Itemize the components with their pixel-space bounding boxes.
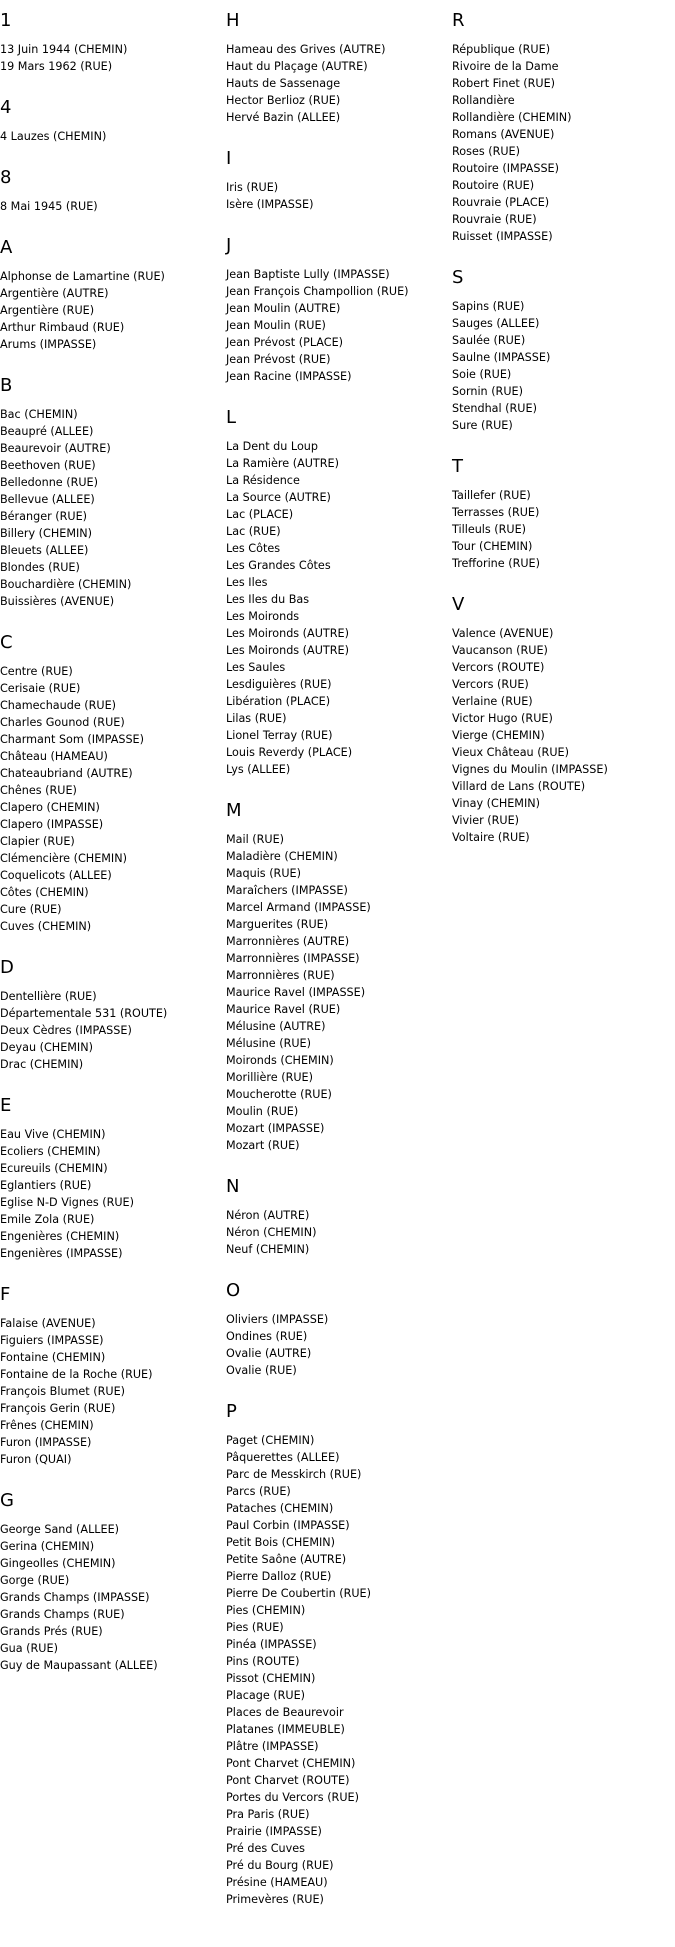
- street-entry: Pré des Cuves: [226, 1842, 305, 1855]
- letter-section: [0, 957, 225, 1073]
- street-entry: Argentière (RUE): [0, 304, 95, 317]
- street-list: [452, 298, 675, 434]
- street-entry: Morillière (RUE): [226, 1071, 313, 1084]
- street-entry: Taillefer (RUE): [452, 489, 531, 502]
- street-list: [226, 179, 451, 213]
- letter-section: [226, 10, 451, 126]
- street-entry: Lilas (RUE): [226, 712, 287, 725]
- street-entry: Vierge (CHEMIN): [452, 729, 545, 742]
- street-entry: Grands Champs (RUE): [0, 1608, 125, 1621]
- street-list: [226, 831, 451, 1154]
- street-entry: Gua (RUE): [0, 1642, 58, 1655]
- street-entry: Mozart (IMPASSE): [226, 1122, 325, 1135]
- street-entry: Vignes du Moulin (IMPASSE): [452, 763, 608, 776]
- street-entry: Ecureuils (CHEMIN): [0, 1162, 108, 1175]
- street-entry: Drac (CHEMIN): [0, 1058, 84, 1071]
- street-entry: Marronnières (RUE): [226, 969, 335, 982]
- street-list: [226, 1311, 451, 1379]
- street-entry: Néron (CHEMIN): [226, 1226, 317, 1239]
- street-entry: Pataches (CHEMIN): [226, 1502, 334, 1515]
- street-entry: Les Grandes Côtes: [226, 559, 331, 572]
- street-entry: Maurice Ravel (RUE): [226, 1003, 341, 1016]
- street-entry: Pies (RUE): [226, 1621, 284, 1634]
- letter-section: [226, 1280, 451, 1379]
- street-list: [226, 266, 451, 385]
- street-entry: Gerina (CHEMIN): [0, 1540, 95, 1553]
- letter-section: [226, 1176, 451, 1258]
- street-entry: Ecoliers (CHEMIN): [0, 1145, 101, 1158]
- street-entry: Petite Saône (AUTRE): [226, 1553, 347, 1566]
- street-entry: Bellevue (ALLEE): [0, 493, 95, 506]
- street-entry: Gorge (RUE): [0, 1574, 70, 1587]
- street-entry: Lesdiguières (RUE): [226, 678, 332, 691]
- street-entry: Pissot (CHEMIN): [226, 1672, 316, 1685]
- street-entry: 13 Juin 1944 (CHEMIN): [0, 43, 128, 56]
- street-entry: Petit Bois (CHEMIN): [226, 1536, 336, 1549]
- street-entry: Beethoven (RUE): [0, 459, 96, 472]
- street-list: [452, 487, 675, 572]
- section-letter-heading: D: [0, 957, 14, 978]
- letter-section: [452, 456, 675, 572]
- street-entry: Les Moironds (AUTRE): [226, 627, 349, 640]
- street-list: [452, 625, 675, 846]
- street-entry: Pins (ROUTE): [226, 1655, 300, 1668]
- street-entry: Jean Moulin (RUE): [226, 319, 326, 332]
- street-entry: Présine (HAMEAU): [226, 1876, 328, 1889]
- street-entry: Furon (QUAI): [0, 1453, 72, 1466]
- street-entry: Chamechaude (RUE): [0, 699, 117, 712]
- street-entry: Libération (PLACE): [226, 695, 331, 708]
- street-entry: Hauts de Sassenage: [226, 77, 341, 90]
- street-entry: 19 Mars 1962 (RUE): [0, 60, 113, 73]
- street-entry: Deux Cèdres (IMPASSE): [0, 1024, 132, 1037]
- letter-section: [226, 407, 451, 778]
- street-entry: Clapero (IMPASSE): [0, 818, 104, 831]
- section-letter-heading: M: [226, 800, 242, 821]
- street-entry: Coquelicots (ALLEE): [0, 869, 112, 882]
- street-entry: Eglise N-D Vignes (RUE): [0, 1196, 134, 1209]
- street-entry: Maquis (RUE): [226, 867, 301, 880]
- street-entry: Isère (IMPASSE): [226, 198, 314, 211]
- street-entry: Vercors (ROUTE): [452, 661, 545, 674]
- section-letter-heading: G: [0, 1490, 14, 1511]
- letter-section: [0, 1284, 225, 1468]
- street-entry: Centre (RUE): [0, 665, 73, 678]
- street-list: [0, 198, 225, 215]
- street-entry: Pierre Dalloz (RUE): [226, 1570, 332, 1583]
- letter-section: [0, 1490, 225, 1674]
- street-entry: Gingeolles (CHEMIN): [0, 1557, 116, 1570]
- street-entry: Furon (IMPASSE): [0, 1436, 92, 1449]
- street-entry: Hervé Bazin (ALLEE): [226, 111, 341, 124]
- street-entry: Marcel Armand (IMPASSE): [226, 901, 371, 914]
- street-entry: Cure (RUE): [0, 903, 62, 916]
- street-entry: Ruisset (IMPASSE): [452, 230, 553, 243]
- street-entry: 8 Mai 1945 (RUE): [0, 200, 98, 213]
- street-entry: Roses (RUE): [452, 145, 520, 158]
- street-entry: Marronnières (AUTRE): [226, 935, 350, 948]
- street-entry: Stendhal (RUE): [452, 402, 537, 415]
- street-entry: La Dent du Loup: [226, 440, 318, 453]
- street-entry: Maraîchers (IMPASSE): [226, 884, 348, 897]
- street-entry: Sapins (RUE): [452, 300, 525, 313]
- street-entry: Vercors (RUE): [452, 678, 529, 691]
- section-letter-heading: J: [226, 235, 232, 256]
- section-letter-heading: I: [226, 148, 232, 169]
- index-column: [226, 10, 451, 1930]
- street-entry: Trefforine (RUE): [452, 557, 540, 570]
- street-entry: Moucherotte (RUE): [226, 1088, 332, 1101]
- street-entry: Pont Charvet (ROUTE): [226, 1774, 350, 1787]
- street-entry: Maurice Ravel (IMPASSE): [226, 986, 366, 999]
- street-entry: 4 Lauzes (CHEMIN): [0, 130, 107, 143]
- street-entry: Les Moironds: [226, 610, 300, 623]
- section-letter-heading: P: [226, 1401, 237, 1422]
- street-entry: Robert Finet (RUE): [452, 77, 556, 90]
- street-entry: Pies (CHEMIN): [226, 1604, 306, 1617]
- street-entry: Rouvraie (RUE): [452, 213, 537, 226]
- street-entry: Pra Paris (RUE): [226, 1808, 310, 1821]
- street-entry: Jean Prévost (PLACE): [226, 336, 344, 349]
- street-entry: Marronnières (IMPASSE): [226, 952, 360, 965]
- street-list: [0, 268, 225, 353]
- letter-section: [226, 1401, 451, 1908]
- section-letter-heading: C: [0, 632, 13, 653]
- street-entry: Parc de Messkirch (RUE): [226, 1468, 362, 1481]
- section-letter-heading: 4: [0, 97, 12, 118]
- street-entry: Côtes (CHEMIN): [0, 886, 89, 899]
- street-entry: La Résidence: [226, 474, 300, 487]
- street-entry: Emile Zola (RUE): [0, 1213, 95, 1226]
- section-letter-heading: 1: [0, 10, 12, 31]
- street-entry: Chênes (RUE): [0, 784, 77, 797]
- street-entry: Verlaine (RUE): [452, 695, 533, 708]
- letter-section: [452, 267, 675, 434]
- street-entry: Falaise (AVENUE): [0, 1317, 96, 1330]
- street-entry: La Source (AUTRE): [226, 491, 331, 504]
- street-entry: Cerisaie (RUE): [0, 682, 81, 695]
- street-entry: Alphonse de Lamartine (RUE): [0, 270, 165, 283]
- street-list: [0, 406, 225, 610]
- street-entry: Parcs (RUE): [226, 1485, 291, 1498]
- letter-section: [452, 594, 675, 846]
- street-entry: Belledonne (RUE): [0, 476, 98, 489]
- street-entry: Les Iles du Bas: [226, 593, 310, 606]
- street-entry: Deyau (CHEMIN): [0, 1041, 93, 1054]
- street-entry: Bac (CHEMIN): [0, 408, 78, 421]
- street-entry: Romans (AVENUE): [452, 128, 555, 141]
- street-entry: Les Saules: [226, 661, 286, 674]
- street-entry: Saulne (IMPASSE): [452, 351, 551, 364]
- street-entry: Lys (ALLEE): [226, 763, 291, 776]
- street-entry: Jean Prévost (RUE): [226, 353, 331, 366]
- street-entry: Routoire (RUE): [452, 179, 535, 192]
- street-entry: Les Côtes: [226, 542, 281, 555]
- street-entry: Bleuets (ALLEE): [0, 544, 89, 557]
- street-entry: Lac (RUE): [226, 525, 281, 538]
- section-letter-heading: 8: [0, 167, 12, 188]
- letter-section: [452, 10, 675, 245]
- street-entry: Rouvraie (PLACE): [452, 196, 550, 209]
- street-entry: Villard de Lans (ROUTE): [452, 780, 586, 793]
- letter-section: [0, 167, 225, 215]
- street-entry: Charmant Som (IMPASSE): [0, 733, 144, 746]
- street-entry: Tilleuls (RUE): [452, 523, 527, 536]
- street-entry: Chateaubriand (AUTRE): [0, 767, 133, 780]
- street-entry: Néron (AUTRE): [226, 1209, 310, 1222]
- street-entry: Vaucanson (RUE): [452, 644, 548, 657]
- street-entry: Fontaine de la Roche (RUE): [0, 1368, 153, 1381]
- street-entry: Places de Beaurevoir: [226, 1706, 344, 1719]
- section-letter-heading: E: [0, 1095, 12, 1116]
- street-entry: Cuves (CHEMIN): [0, 920, 92, 933]
- letter-section: [0, 237, 225, 353]
- street-entry: Vieux Château (RUE): [452, 746, 569, 759]
- street-entry: Valence (AVENUE): [452, 627, 554, 640]
- street-list: [0, 988, 225, 1073]
- street-entry: Clapero (CHEMIN): [0, 801, 100, 814]
- street-entry: Grands Champs (IMPASSE): [0, 1591, 150, 1604]
- street-entry: Engenières (IMPASSE): [0, 1247, 123, 1260]
- street-entry: Moulin (RUE): [226, 1105, 299, 1118]
- street-entry: Bouchardière (CHEMIN): [0, 578, 132, 591]
- street-entry: Soie (RUE): [452, 368, 512, 381]
- street-entry: Lac (PLACE): [226, 508, 294, 521]
- street-entry: Paul Corbin (IMPASSE): [226, 1519, 350, 1532]
- street-entry: Hector Berlioz (RUE): [226, 94, 341, 107]
- section-letter-heading: V: [452, 594, 465, 615]
- letter-section: [226, 148, 451, 213]
- street-entry: Primevères (RUE): [226, 1893, 324, 1906]
- street-entry: Vivier (RUE): [452, 814, 520, 827]
- street-entry: Jean Baptiste Lully (IMPASSE): [226, 268, 390, 281]
- street-entry: Iris (RUE): [226, 181, 279, 194]
- index-column: [0, 10, 225, 1696]
- section-letter-heading: T: [452, 456, 463, 477]
- street-entry: Maladière (CHEMIN): [226, 850, 338, 863]
- street-entry: Beaupré (ALLEE): [0, 425, 94, 438]
- street-entry: Château (HAMEAU): [0, 750, 108, 763]
- street-entry: Rollandière (CHEMIN): [452, 111, 572, 124]
- street-entry: Dentellière (RUE): [0, 990, 97, 1003]
- street-list: [0, 1126, 225, 1262]
- street-entry: Prairie (IMPASSE): [226, 1825, 322, 1838]
- street-entry: Plâtre (IMPASSE): [226, 1740, 319, 1753]
- street-entry: Guy de Maupassant (ALLEE): [0, 1659, 158, 1672]
- street-entry: Portes du Vercors (RUE): [226, 1791, 359, 1804]
- street-entry: Grands Prés (RUE): [0, 1625, 103, 1638]
- street-entry: Argentière (AUTRE): [0, 287, 109, 300]
- section-letter-heading: A: [0, 237, 13, 258]
- street-entry: Mail (RUE): [226, 833, 285, 846]
- street-entry: Fontaine (CHEMIN): [0, 1351, 106, 1364]
- street-entry: Ovalie (AUTRE): [226, 1347, 312, 1360]
- street-entry: Sure (RUE): [452, 419, 513, 432]
- street-entry: Arums (IMPASSE): [0, 338, 97, 351]
- letter-section: [0, 97, 225, 145]
- street-entry: Tour (CHEMIN): [452, 540, 533, 553]
- section-letter-heading: S: [452, 267, 464, 288]
- street-list: [0, 128, 225, 145]
- letter-section: [226, 800, 451, 1154]
- street-entry: Paget (CHEMIN): [226, 1434, 315, 1447]
- street-entry: Pré du Bourg (RUE): [226, 1859, 334, 1872]
- street-entry: Clémencière (CHEMIN): [0, 852, 127, 865]
- index-column: [452, 10, 675, 868]
- street-entry: George Sand (ALLEE): [0, 1523, 120, 1536]
- letter-section: [226, 235, 451, 385]
- street-entry: Jean François Champollion (RUE): [226, 285, 409, 298]
- section-letter-heading: L: [226, 407, 237, 428]
- street-entry: Les Iles: [226, 576, 268, 589]
- street-entry: Figuiers (IMPASSE): [0, 1334, 104, 1347]
- street-entry: Haut du Plaçage (AUTRE): [226, 60, 368, 73]
- street-entry: Victor Hugo (RUE): [452, 712, 553, 725]
- street-entry: Blondes (RUE): [0, 561, 80, 574]
- street-entry: Vinay (CHEMIN): [452, 797, 540, 810]
- street-entry: François Blumet (RUE): [0, 1385, 126, 1398]
- street-entry: Jean Moulin (AUTRE): [226, 302, 341, 315]
- letter-section: [0, 375, 225, 610]
- street-entry: Eglantiers (RUE): [0, 1179, 92, 1192]
- street-entry: Pont Charvet (CHEMIN): [226, 1757, 356, 1770]
- street-entry: Mozart (RUE): [226, 1139, 300, 1152]
- street-entry: Engenières (CHEMIN): [0, 1230, 120, 1243]
- section-letter-heading: F: [0, 1284, 11, 1305]
- street-entry: Rollandière: [452, 94, 515, 107]
- street-entry: Ondines (RUE): [226, 1330, 308, 1343]
- section-letter-heading: B: [0, 375, 13, 396]
- street-entry: Mélusine (RUE): [226, 1037, 311, 1050]
- street-list: [0, 41, 225, 75]
- section-letter-heading: O: [226, 1280, 241, 1301]
- street-entry: Marguerites (RUE): [226, 918, 329, 931]
- street-entry: Les Moironds (AUTRE): [226, 644, 349, 657]
- street-entry: Charles Gounod (RUE): [0, 716, 125, 729]
- letter-section: [0, 1095, 225, 1262]
- street-entry: Buissières (AVENUE): [0, 595, 115, 608]
- letter-section: [0, 10, 225, 75]
- section-letter-heading: H: [226, 10, 240, 31]
- street-list: [226, 41, 451, 126]
- street-entry: Hameau des Grives (AUTRE): [226, 43, 386, 56]
- street-entry: Jean Racine (IMPASSE): [226, 370, 352, 383]
- street-entry: Eau Vive (CHEMIN): [0, 1128, 106, 1141]
- street-list: [0, 1315, 225, 1468]
- street-entry: Moironds (CHEMIN): [226, 1054, 334, 1067]
- street-list: [226, 1207, 451, 1258]
- letter-section: [0, 632, 225, 935]
- street-list: [452, 41, 675, 245]
- street-entry: Pinéa (IMPASSE): [226, 1638, 317, 1651]
- section-letter-heading: R: [452, 10, 465, 31]
- street-entry: Clapier (RUE): [0, 835, 75, 848]
- street-entry: Pâquerettes (ALLEE): [226, 1451, 340, 1464]
- street-entry: Placage (RUE): [226, 1689, 306, 1702]
- street-entry: Sornin (RUE): [452, 385, 523, 398]
- street-entry: Oliviers (IMPASSE): [226, 1313, 329, 1326]
- street-list: [226, 438, 451, 778]
- street-list: [226, 1432, 451, 1908]
- street-entry: République (RUE): [452, 43, 551, 56]
- section-letter-heading: N: [226, 1176, 240, 1197]
- street-list: [0, 1521, 225, 1674]
- street-entry: Rivoire de la Dame: [452, 60, 559, 73]
- street-entry: Platanes (IMMEUBLE): [226, 1723, 345, 1736]
- street-entry: Terrasses (RUE): [452, 506, 540, 519]
- street-entry: Neuf (CHEMIN): [226, 1243, 310, 1256]
- street-entry: Pierre De Coubertin (RUE): [226, 1587, 371, 1600]
- street-entry: François Gerin (RUE): [0, 1402, 116, 1415]
- street-entry: Louis Reverdy (PLACE): [226, 746, 353, 759]
- street-entry: Arthur Rimbaud (RUE): [0, 321, 125, 334]
- street-entry: Routoire (IMPASSE): [452, 162, 559, 175]
- street-entry: Saulée (RUE): [452, 334, 526, 347]
- street-entry: Lionel Terray (RUE): [226, 729, 333, 742]
- street-list: [0, 663, 225, 935]
- street-entry: Mélusine (AUTRE): [226, 1020, 326, 1033]
- street-entry: Sauges (ALLEE): [452, 317, 540, 330]
- street-entry: Beaurevoir (AUTRE): [0, 442, 111, 455]
- street-entry: Voltaire (RUE): [452, 831, 530, 844]
- street-entry: Béranger (RUE): [0, 510, 88, 523]
- street-entry: Départementale 531 (ROUTE): [0, 1007, 168, 1020]
- street-entry: Billery (CHEMIN): [0, 527, 93, 540]
- street-entry: La Ramière (AUTRE): [226, 457, 339, 470]
- street-entry: Ovalie (RUE): [226, 1364, 297, 1377]
- street-entry: Frênes (CHEMIN): [0, 1419, 94, 1432]
